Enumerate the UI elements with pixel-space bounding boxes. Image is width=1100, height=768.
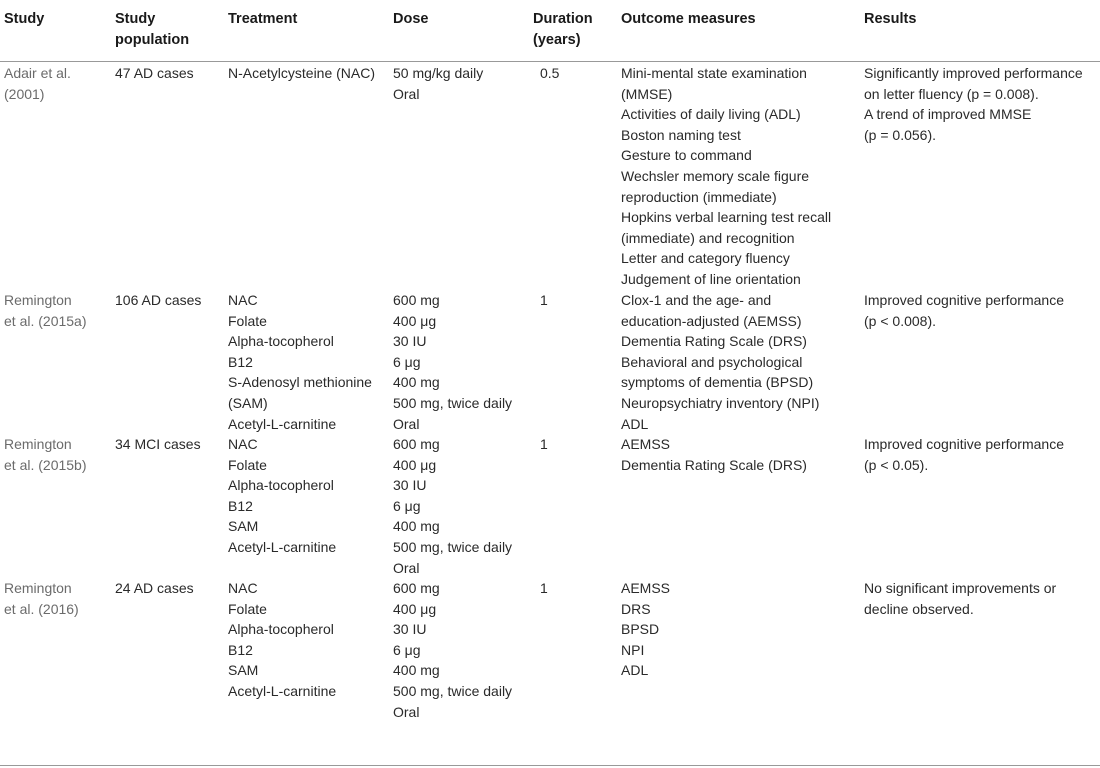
results-line: A trend of improved MMSE	[864, 106, 1032, 123]
treatment-line: B12	[228, 497, 253, 514]
outcome-line: ADL	[621, 415, 649, 432]
treatment-line: Alpha-tocopherol	[228, 477, 334, 494]
treatment-line: B12	[228, 353, 253, 370]
dose-line: 400 mg	[393, 374, 440, 391]
header-dose: Dose	[393, 11, 429, 27]
population-line: 47 AD cases	[115, 65, 194, 81]
cell-treatment	[228, 63, 375, 84]
outcome-line: AEMSS	[621, 580, 671, 596]
dose-line: 500 mg, twice daily	[393, 682, 513, 699]
results-line: (p < 0.05).	[864, 456, 929, 473]
treatment-line: Acetyl-L-carnitine	[228, 538, 337, 555]
treatment-line: S-Adenosyl methionine	[228, 374, 372, 391]
header-results: Results	[864, 11, 917, 27]
outcome-line: Neuropsychiatry inventory (NPI)	[621, 394, 820, 411]
results-line: Improved cognitive performance	[864, 292, 1064, 308]
treatment-line: (SAM)	[228, 394, 268, 411]
outcome-line: Boston naming test	[621, 126, 741, 143]
dose-line: 50 mg/kg daily	[393, 65, 484, 81]
dose-line: 400 μg	[393, 312, 437, 329]
population-line: 24 AD cases	[115, 580, 194, 596]
outcome-line: Clox-1 and the age- and	[621, 292, 772, 308]
cell-treatment	[228, 290, 372, 434]
cell-outcome	[621, 63, 831, 290]
treatment-line: Acetyl-L-carnitine	[228, 415, 337, 432]
cell-results	[864, 434, 1064, 475]
dose-line: 30 IU	[393, 477, 427, 494]
dose-line: 600 mg	[393, 580, 440, 596]
outcome-line: Dementia Rating Scale (DRS)	[621, 333, 807, 350]
dose-line: 6 μg	[393, 497, 421, 514]
treatment-line: NAC	[228, 580, 258, 596]
outcome-line: ADL	[621, 662, 649, 679]
dose-line: 400 μg	[393, 456, 437, 473]
outcome-line: AEMSS	[621, 436, 671, 452]
cell-outcome	[621, 290, 819, 434]
treatment-line: Folate	[228, 312, 267, 329]
treatment-line: Folate	[228, 600, 267, 617]
results-line: (p = 0.056).	[864, 126, 936, 143]
cell-duration	[540, 434, 548, 455]
outcome-line: Dementia Rating Scale (DRS)	[621, 456, 807, 473]
outcome-line: education-adjusted (AEMSS)	[621, 312, 802, 329]
cell-dose	[393, 434, 512, 578]
population-line: 106 AD cases	[115, 292, 202, 308]
outcome-line: NPI	[621, 641, 645, 658]
cell-population	[115, 290, 201, 311]
outcome-line: Activities of daily living (ADL)	[621, 106, 801, 123]
study-line: Remington	[4, 436, 72, 452]
cell-duration	[540, 578, 548, 599]
treatment-line: Alpha-tocopherol	[228, 333, 334, 350]
dose-line: 500 mg, twice daily	[393, 394, 513, 411]
dose-line: 6 μg	[393, 641, 421, 658]
treatment-line: Alpha-tocopherol	[228, 621, 334, 638]
header-outcome: Outcome measures	[621, 11, 756, 27]
treatment-line: SAM	[228, 518, 259, 535]
outcome-line: Hopkins verbal learning test recall	[621, 209, 832, 226]
results-line: decline observed.	[864, 600, 974, 617]
study-line: et al. (2015a)	[4, 312, 87, 329]
population-line: 34 MCI cases	[115, 436, 201, 452]
cell-outcome	[621, 578, 670, 681]
dose-line: 400 μg	[393, 600, 437, 617]
study-line: et al. (2015b)	[4, 456, 87, 473]
outcome-line: symptoms of dementia (BPSD)	[621, 374, 814, 391]
outcome-line: DRS	[621, 600, 651, 617]
cell-study	[4, 63, 71, 104]
cell-population	[115, 63, 194, 84]
outcome-line: reproduction (immediate)	[621, 188, 777, 205]
header-study: Study	[4, 11, 45, 27]
dose-line: 500 mg, twice daily	[393, 538, 513, 555]
treatment-line: Folate	[228, 456, 267, 473]
dose-line: 400 mg	[393, 518, 440, 535]
dose-line: Oral	[393, 703, 420, 720]
treatment-line: B12	[228, 641, 253, 658]
study-line: Adair et al.	[4, 65, 71, 81]
cell-treatment	[228, 434, 336, 558]
cell-results	[864, 290, 1064, 331]
treatment-line: NAC	[228, 292, 258, 308]
cell-population	[115, 434, 201, 455]
duration-line: 1	[540, 580, 548, 596]
treatment-line: SAM	[228, 662, 259, 679]
cell-study	[4, 434, 87, 475]
outcome-line: Wechsler memory scale figure	[621, 167, 810, 184]
dose-line: 6 μg	[393, 353, 421, 370]
study-line: Remington	[4, 580, 72, 596]
outcome-line: Judgement of line orientation	[621, 270, 801, 287]
outcome-line: BPSD	[621, 621, 660, 638]
outcome-line: Letter and category fluency	[621, 250, 790, 267]
outcome-line: (MMSE)	[621, 85, 673, 102]
duration-line: 1	[540, 292, 548, 308]
header-duration-line: (years)	[533, 31, 581, 48]
cell-dose	[393, 578, 512, 722]
results-line: on letter fluency (p = 0.008).	[864, 85, 1039, 102]
header-population-line: population	[115, 31, 190, 48]
header-population-line: Study	[115, 11, 156, 27]
dose-line: Oral	[393, 559, 420, 576]
cell-results	[864, 63, 1083, 145]
cell-study	[4, 578, 79, 619]
cell-outcome	[621, 434, 807, 475]
header-population	[115, 9, 189, 50]
cell-population	[115, 578, 194, 599]
duration-line: 1	[540, 436, 548, 452]
cell-dose	[393, 63, 483, 104]
results-line: No significant improvements or	[864, 580, 1057, 596]
dose-line: Oral	[393, 415, 420, 432]
dose-line: 400 mg	[393, 662, 440, 679]
dose-line: 600 mg	[393, 436, 440, 452]
bottom-rule	[0, 765, 1100, 766]
cell-duration	[540, 290, 548, 311]
treatment-line: NAC	[228, 436, 258, 452]
outcome-line: Behavioral and psychological	[621, 353, 803, 370]
treatment-line: Acetyl-L-carnitine	[228, 682, 337, 699]
cell-duration	[540, 63, 559, 84]
study-line: Remington	[4, 292, 72, 308]
duration-line: 0.5	[540, 65, 560, 81]
header-duration	[533, 9, 593, 50]
outcome-line: Gesture to command	[621, 147, 752, 164]
results-line: Significantly improved performance	[864, 65, 1083, 81]
outcome-line: Mini-mental state examination	[621, 65, 807, 81]
dose-line: 30 IU	[393, 621, 427, 638]
dose-line: Oral	[393, 85, 420, 102]
results-line: Improved cognitive performance	[864, 436, 1064, 452]
cell-results	[864, 578, 1056, 619]
treatment-line: N-Acetylcysteine (NAC)	[228, 65, 376, 81]
cell-treatment	[228, 578, 336, 702]
outcome-line: (immediate) and recognition	[621, 229, 795, 246]
header-treatment: Treatment	[228, 11, 298, 27]
header-rule	[0, 61, 1100, 62]
dose-line: 600 mg	[393, 292, 440, 308]
study-line: et al. (2016)	[4, 600, 79, 617]
results-line: (p < 0.008).	[864, 312, 936, 329]
header-duration-line: Duration	[533, 11, 593, 27]
dose-line: 30 IU	[393, 333, 427, 350]
cell-dose	[393, 290, 512, 434]
study-line: (2001)	[4, 85, 45, 102]
cell-study	[4, 290, 87, 331]
